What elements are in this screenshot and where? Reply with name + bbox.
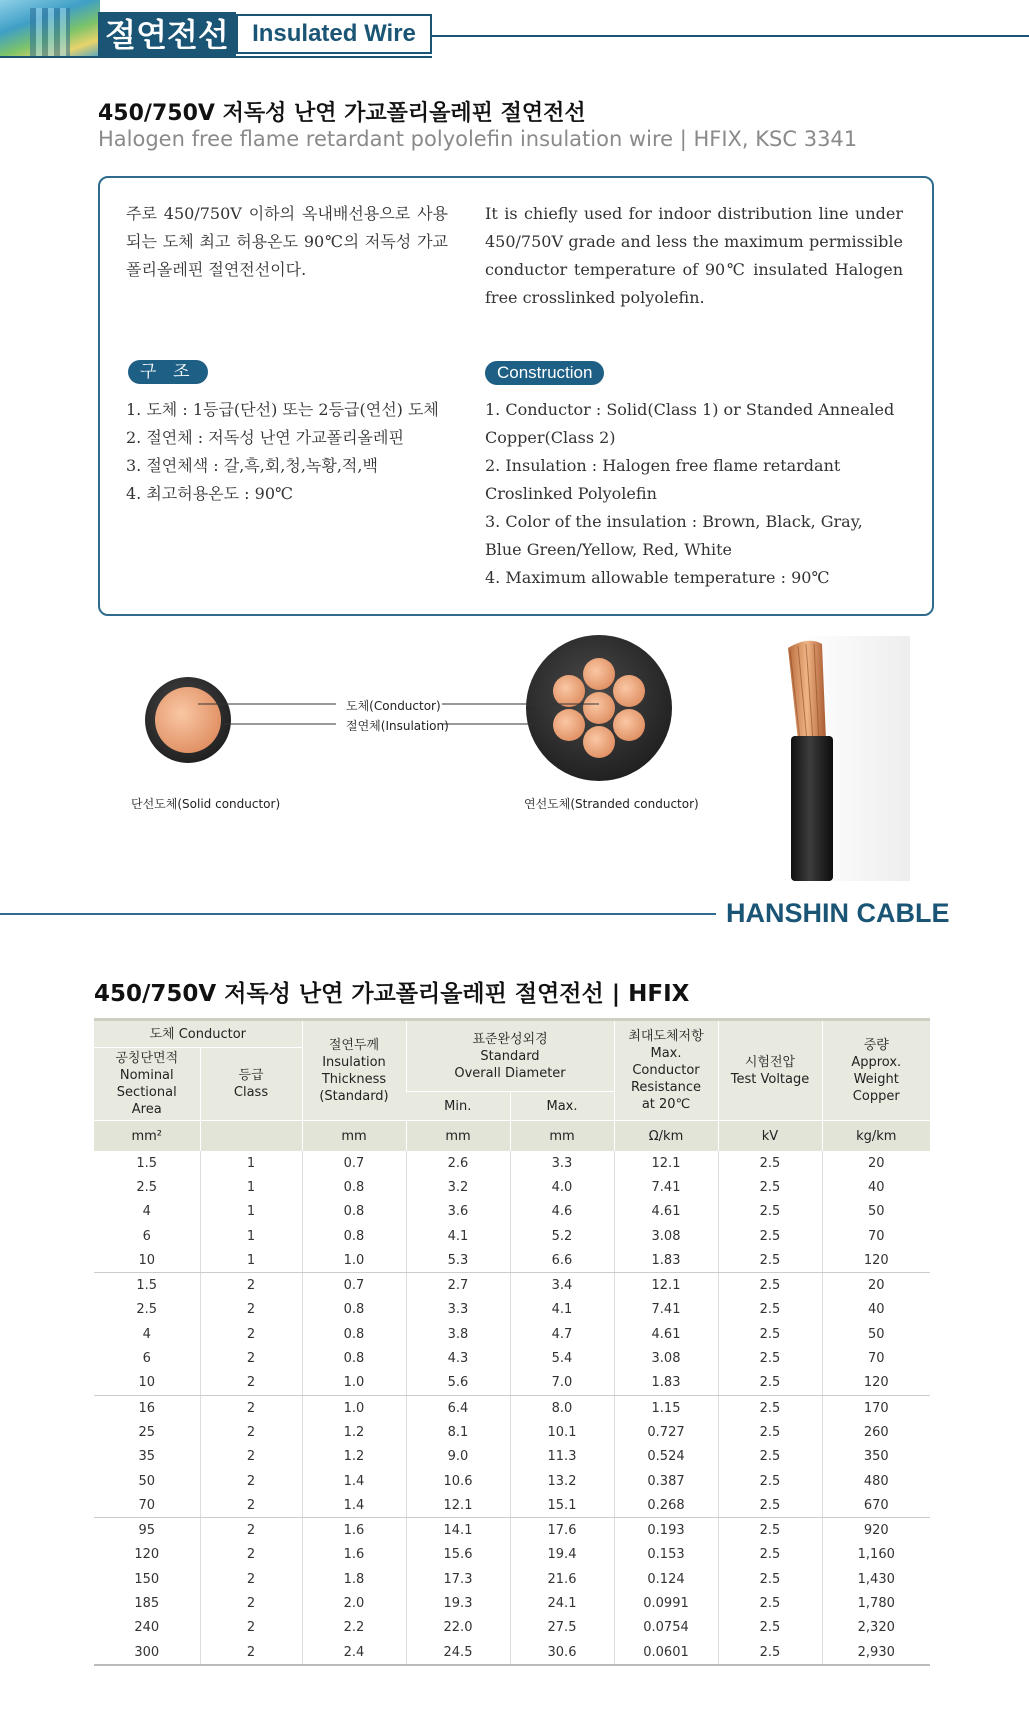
table-cell: 0.124 (614, 1567, 718, 1591)
table-cell: 4 (142, 1204, 151, 1220)
table-row (94, 1567, 930, 1591)
table-cell: 35 (138, 1449, 156, 1465)
header-title-en: Insulated Wire (236, 14, 432, 54)
construction-heading-en: Construction (485, 361, 604, 385)
table-cell: 2.5 (718, 1469, 822, 1493)
table-cell: 0.193 (614, 1518, 718, 1543)
table-cell: 2.5 (718, 1248, 822, 1273)
unit-cell (200, 1121, 302, 1152)
table-cell: 17.6 (510, 1518, 614, 1543)
construction-item-en-1: 1. Conductor : Solid(Class 1) or Standed Annealed Copper(Class 2) (485, 400, 895, 447)
table-cell: 1.4 (302, 1469, 406, 1493)
table-cell: 2 (200, 1518, 302, 1543)
table-cell: 120 (822, 1371, 930, 1396)
table-cell: 8.0 (510, 1395, 614, 1420)
table-cell: 24.1 (510, 1591, 614, 1615)
unit-cell: mm (510, 1121, 614, 1152)
table-cell: 1.2 (302, 1445, 406, 1469)
table-cell: 2.5 (718, 1371, 822, 1396)
table-cell: 2 (200, 1591, 302, 1615)
header-conductor: 도체 Conductor (94, 1021, 302, 1048)
brand-name: HANSHIN CABLE (726, 898, 950, 928)
table-cell: 1.15 (614, 1395, 718, 1420)
table-cell: 2.5 (136, 1179, 158, 1195)
table-cell: 2.5 (718, 1543, 822, 1567)
table-row (94, 1395, 930, 1420)
table-cell: 2.5 (718, 1395, 822, 1420)
table-cell: 0.524 (614, 1445, 718, 1469)
table-cell: 3.3 (510, 1151, 614, 1175)
table-cell: 3.8 (406, 1322, 510, 1346)
table-cell: 2 (200, 1298, 302, 1322)
table-cell: 6 (142, 1228, 151, 1244)
table-cell: 300 (94, 1640, 200, 1665)
header-class: 등급 Class (200, 1048, 302, 1121)
table-row (94, 1445, 930, 1469)
table-cell: 11.3 (510, 1445, 614, 1469)
table-cell: 2.5 (718, 1298, 822, 1322)
table-cell: 1.8 (302, 1567, 406, 1591)
table-cell: 2 (200, 1445, 302, 1469)
table-cell: 4.7 (510, 1322, 614, 1346)
table-cell: 19.3 (406, 1591, 510, 1615)
table-cell: 3.4 (510, 1273, 614, 1298)
table-cell: 4.61 (614, 1200, 718, 1224)
table-cell: 1,780 (822, 1591, 930, 1615)
table-cell: 185 (134, 1595, 160, 1611)
table-row (94, 1175, 930, 1199)
table-cell: 920 (822, 1518, 930, 1543)
table-cell: 1.4 (302, 1493, 406, 1518)
table-cell: 5.3 (406, 1248, 510, 1273)
table-cell: 4.61 (614, 1322, 718, 1346)
spec-table (94, 1021, 930, 1666)
table-cell: 2 (200, 1640, 302, 1665)
table-cell: 2.5 (718, 1200, 822, 1224)
table-cell: 6.4 (406, 1395, 510, 1420)
construction-list-en (485, 396, 903, 592)
table-cell: 480 (822, 1469, 930, 1493)
table-cell: 20 (822, 1151, 930, 1175)
table-cell: 1.6 (302, 1518, 406, 1543)
header-weight: 중량 Approx. Weight Copper (822, 1021, 930, 1121)
table-cell: 24.5 (406, 1640, 510, 1665)
table-cell: 6.6 (510, 1248, 614, 1273)
construction-item-ko-2: 2. 절연체 : 저독성 난연 가교폴리올레핀 (126, 428, 404, 447)
solid-conductor-icon (145, 677, 231, 763)
table-cell: 2.0 (302, 1591, 406, 1615)
table-cell: 1.83 (614, 1248, 718, 1273)
table-cell: 1.83 (614, 1371, 718, 1396)
table-cell: 1 (200, 1175, 302, 1199)
table-row (94, 1371, 930, 1396)
table-cell: 0.387 (614, 1469, 718, 1493)
construction-item-ko-3: 3. 절연체색 : 갈,흑,회,청,녹황,적,백 (126, 456, 378, 475)
table-cell: 4.6 (510, 1200, 614, 1224)
table-row (94, 1640, 930, 1665)
insulation-label: 절연체(Insulation) (346, 719, 449, 733)
table-cell: 22.0 (406, 1616, 510, 1640)
table-cell: 0.8 (302, 1224, 406, 1248)
unit-cell: mm (302, 1121, 406, 1152)
table-cell: 2.5 (718, 1518, 822, 1543)
table-cell: 2.5 (718, 1273, 822, 1298)
stranded-conductor-icon (526, 635, 672, 781)
unit-cell: kV (718, 1121, 822, 1152)
table-cell: 2 (200, 1543, 302, 1567)
table-cell: 4.3 (406, 1346, 510, 1370)
table-cell: 2 (200, 1371, 302, 1396)
table-cell: 2.5 (718, 1224, 822, 1248)
table-cell: 1 (200, 1248, 302, 1273)
table-cell: 2 (200, 1567, 302, 1591)
table-cell: 8.1 (406, 1420, 510, 1444)
table-cell: 3.3 (406, 1298, 510, 1322)
table-cell: 3.08 (614, 1346, 718, 1370)
table-cell: 2.5 (718, 1346, 822, 1370)
table-cell: 2.7 (406, 1273, 510, 1298)
table-cell: 9.0 (406, 1445, 510, 1469)
table-cell: 27.5 (510, 1616, 614, 1640)
stranded-caption: 연선도체(Stranded conductor) (524, 797, 699, 811)
table-cell: 5.2 (510, 1224, 614, 1248)
table-cell: 2,320 (822, 1616, 930, 1640)
table-cell: 14.1 (406, 1518, 510, 1543)
cable-photo (760, 636, 910, 881)
table-cell: 13.2 (510, 1469, 614, 1493)
table-cell: 0.0601 (614, 1640, 718, 1665)
table-cell: 2.2 (302, 1616, 406, 1640)
table-row (94, 1518, 930, 1543)
table-row (94, 1543, 930, 1567)
table-cell: 0.0991 (614, 1591, 718, 1615)
header-rule (432, 35, 1029, 37)
table-cell: 40 (822, 1298, 930, 1322)
table-cell: 2 (200, 1616, 302, 1640)
table-cell: 1.6 (302, 1543, 406, 1567)
table-cell: 2 (200, 1395, 302, 1420)
product-title: 450/750V 저독성 난연 가교폴리올레핀 절연전선 (98, 101, 586, 126)
table-cell: 2 (200, 1420, 302, 1444)
unit-cell: mm (406, 1121, 510, 1152)
table-cell: 1.0 (302, 1395, 406, 1420)
unit-cell: mm² (94, 1121, 200, 1152)
table-cell: 1.2 (302, 1420, 406, 1444)
table-cell: 2.5 (718, 1591, 822, 1615)
table-cell: 30.6 (510, 1640, 614, 1665)
table-cell: 50 (138, 1473, 156, 1489)
table-cell: 2.5 (136, 1302, 158, 1318)
table-cell: 12.1 (614, 1151, 718, 1175)
table-cell: 1,430 (822, 1567, 930, 1591)
table-cell: 2.4 (302, 1640, 406, 1665)
header-voltage: 시험전압 Test Voltage (718, 1021, 822, 1121)
table-cell: 2 (200, 1493, 302, 1518)
brand-rule (0, 913, 716, 915)
header-max: Max. (510, 1092, 614, 1121)
table-cell: 2.5 (718, 1175, 822, 1199)
unit-cell: kg/km (822, 1121, 930, 1152)
description-en: It is chiefly used for indoor distribution line under 450/750V grade and less the maximum permissible conductor temperature of 90℃ insulated Halogen free crosslinked polyolefin. (485, 204, 903, 307)
table-cell: 70 (822, 1224, 930, 1248)
table-cell: 2.5 (718, 1616, 822, 1640)
table-cell: 17.3 (406, 1567, 510, 1591)
table-title: 450/750V 저독성 난연 가교폴리올레핀 절연전선 | HFIX (94, 981, 690, 1007)
table-cell: 1.0 (302, 1371, 406, 1396)
header-area: 공칭단면적 Nominal Sectional Area (94, 1048, 200, 1121)
table-cell: 4.0 (510, 1175, 614, 1199)
table-cell: 2 (200, 1469, 302, 1493)
table-cell: 0.7 (302, 1273, 406, 1298)
table-row (94, 1346, 930, 1370)
table-cell: 1 (200, 1224, 302, 1248)
table-cell: 6 (142, 1351, 151, 1367)
unit-cell: Ω/km (614, 1121, 718, 1152)
table-cell: 2.5 (718, 1151, 822, 1175)
table-cell: 5.4 (510, 1346, 614, 1370)
table-cell: 7.0 (510, 1371, 614, 1396)
table-cell: 1.5 (136, 1155, 158, 1171)
table-cell: 2.5 (718, 1567, 822, 1591)
table-cell: 150 (134, 1571, 160, 1587)
units-row (94, 1121, 930, 1152)
table-cell: 10.1 (510, 1420, 614, 1444)
table-row (94, 1273, 930, 1298)
table-row (94, 1151, 930, 1175)
table-cell: 0.8 (302, 1175, 406, 1199)
table-cell: 5.6 (406, 1371, 510, 1396)
spec-table-container (94, 1018, 930, 1666)
table-cell: 2.5 (718, 1445, 822, 1469)
construction-list-ko (126, 396, 456, 508)
table-cell: 0.8 (302, 1298, 406, 1322)
table-cell: 0.727 (614, 1420, 718, 1444)
table-cell: 95 (138, 1523, 156, 1539)
table-cell: 12.1 (614, 1273, 718, 1298)
construction-item-en-3: 3. Color of the insulation : Brown, Black, Gray, Blue Green/Yellow, Red, White (485, 512, 863, 559)
table-row (94, 1591, 930, 1615)
construction-item-en-2: 2. Insulation : Halogen free flame retardant Croslinked Polyolefin (485, 456, 841, 503)
header-resistance: 최대도체저항 Max. Conductor Resistance at 20℃ (614, 1021, 718, 1121)
construction-item-ko-1: 1. 도체 : 1등급(단선) 또는 2등급(연선) 도체 (126, 400, 439, 419)
table-cell: 16 (138, 1400, 156, 1416)
table-cell: 50 (822, 1200, 930, 1224)
solid-caption: 단선도체(Solid conductor) (131, 797, 281, 811)
table-cell: 350 (822, 1445, 930, 1469)
table-cell: 2.5 (718, 1420, 822, 1444)
table-cell: 50 (822, 1322, 930, 1346)
conductor-label: 도체(Conductor) (346, 699, 441, 713)
table-cell: 0.8 (302, 1200, 406, 1224)
table-cell: 2 (200, 1322, 302, 1346)
table-cell: 25 (138, 1424, 156, 1440)
table-cell: 10.6 (406, 1469, 510, 1493)
table-cell: 3.08 (614, 1224, 718, 1248)
table-cell: 1 (200, 1151, 302, 1175)
table-cell: 670 (822, 1493, 930, 1518)
construction-heading-ko: 구 조 (128, 360, 208, 384)
table-cell: 2.5 (718, 1640, 822, 1665)
table-cell: 2,930 (822, 1640, 930, 1665)
header-thickness: 절연두께 Insulation Thickness (Standard) (302, 1021, 406, 1121)
table-cell: 7.41 (614, 1298, 718, 1322)
table-row (94, 1248, 930, 1273)
table-cell: 2 (200, 1273, 302, 1298)
table-cell: 21.6 (510, 1567, 614, 1591)
table-cell: 2.6 (406, 1151, 510, 1175)
table-cell: 3.2 (406, 1175, 510, 1199)
table-cell: 15.6 (406, 1543, 510, 1567)
spec-table-body (94, 1151, 930, 1665)
table-cell: 120 (134, 1547, 160, 1563)
table-cell: 2.5 (718, 1322, 822, 1346)
table-cell: 2 (200, 1346, 302, 1370)
construction-item-ko-4: 4. 최고허용온도 : 90℃ (126, 484, 293, 503)
table-cell: 0.8 (302, 1322, 406, 1346)
header-title-ko: 절연전선 (98, 12, 236, 58)
table-cell: 0.268 (614, 1493, 718, 1518)
table-cell: 7.41 (614, 1175, 718, 1199)
description-ko: 주로 450/750V 이하의 옥내배선용으로 사용되는 도체 최고 허용온도 90℃의 저독성 가교 폴리올레핀 절연전선이다. (126, 204, 448, 279)
table-cell: 4.1 (406, 1224, 510, 1248)
header-min: Min. (406, 1092, 510, 1121)
header-diameter: 표준완성외경 Standard Overall Diameter (406, 1021, 614, 1092)
table-cell: 240 (134, 1620, 160, 1636)
table-cell: 1 (200, 1200, 302, 1224)
table-cell: 0.0754 (614, 1616, 718, 1640)
table-cell: 1,160 (822, 1543, 930, 1567)
table-cell: 70 (822, 1346, 930, 1370)
table-row (94, 1322, 930, 1346)
table-cell: 10 (94, 1371, 200, 1396)
table-cell: 4.1 (510, 1298, 614, 1322)
table-cell: 70 (94, 1493, 200, 1518)
table-cell: 0.153 (614, 1543, 718, 1567)
table-row (94, 1469, 930, 1493)
header-illustration (0, 0, 100, 58)
table-row (94, 1420, 930, 1444)
table-cell: 4 (142, 1326, 151, 1342)
table-row (94, 1493, 930, 1518)
product-subtitle: Halogen free flame retardant polyolefin insulation wire | HFIX, KSC 3341 (98, 127, 858, 151)
table-cell: 20 (822, 1273, 930, 1298)
table-cell: 120 (822, 1248, 930, 1273)
table-cell: 12.1 (406, 1493, 510, 1518)
table-cell: 0.8 (302, 1346, 406, 1370)
table-cell: 19.4 (510, 1543, 614, 1567)
table-cell: 1.5 (136, 1278, 158, 1294)
table-row (94, 1616, 930, 1640)
table-cell: 0.7 (302, 1151, 406, 1175)
table-cell: 260 (822, 1420, 930, 1444)
table-cell: 1.0 (302, 1248, 406, 1273)
table-row (94, 1224, 930, 1248)
table-cell: 15.1 (510, 1493, 614, 1518)
table-cell: 170 (822, 1395, 930, 1420)
construction-item-en-4: 4. Maximum allowable temperature : 90℃ (485, 568, 830, 587)
table-cell: 40 (822, 1175, 930, 1199)
table-cell: 3.6 (406, 1200, 510, 1224)
table-cell: 2.5 (718, 1493, 822, 1518)
table-cell: 10 (94, 1248, 200, 1273)
table-row (94, 1200, 930, 1224)
table-row (94, 1298, 930, 1322)
